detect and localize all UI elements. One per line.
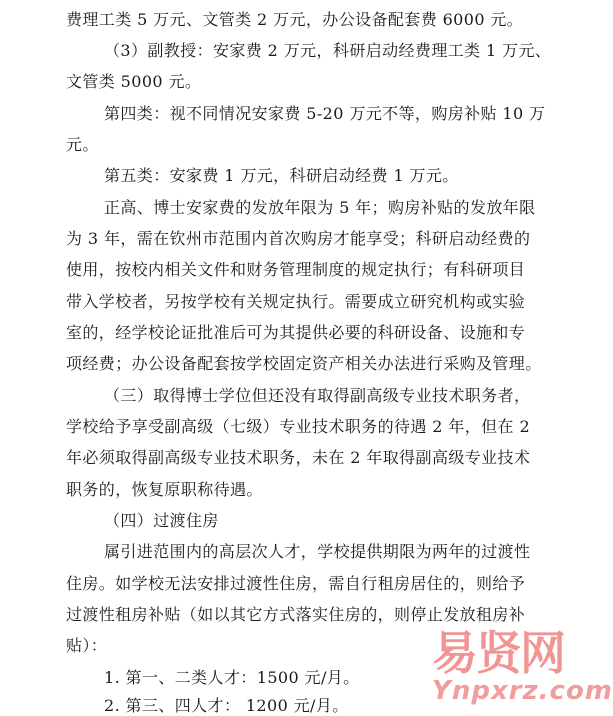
text-line-2: （3）副教授：安家费 2 万元，科研启动经费理工类 1 万元、 xyxy=(104,41,552,60)
watermark-url: Ynpxrz.com xyxy=(432,676,613,706)
text-line-20: 过渡性租房补贴（如以其它方式落实住房的，则停止发放租房补 xyxy=(66,605,526,624)
watermark-logo: 易贤网 xyxy=(432,626,564,680)
text-line-8: 为 3 年，需在钦州市范围内首次购房才能享受；科研启动经费的 xyxy=(66,229,531,248)
text-line-16: 职务的，恢复原职称待遇。 xyxy=(66,480,263,499)
text-line-19: 住房。如学校无法安排过渡性住房，需自行租房居住的，则给予 xyxy=(66,574,526,593)
text-line-14: 学校给予享受副高级（七级）专业技术职务的待遇 2 年，但在 2 xyxy=(66,417,531,436)
list-item-1: 1. 第一、二类人才：1500 元/月。 xyxy=(104,668,360,687)
text-line-15: 年必须取得副高级专业技术职务，未在 2 年取得副高级专业技术 xyxy=(66,448,531,467)
text-line-7: 正高、博士安家费的发放年限为 5 年；购房补贴的发放年限 xyxy=(104,198,536,217)
text-line-13: （三）取得博士学位但还没有取得副高级专业技术职务者， xyxy=(104,386,531,405)
section-heading: （四）过渡住房 xyxy=(104,511,219,530)
text-line-5: 元。 xyxy=(66,135,99,154)
text-line-21: 贴）： xyxy=(66,636,108,655)
text-line-10: 带入学校者，另按学校有关规定执行。需要成立研究机构或实验 xyxy=(66,292,526,311)
text-line-6: 第五类：安家费 1 万元，科研启动经费 1 万元。 xyxy=(104,166,459,185)
list-item-2: 2. 第三、四人才： 1200 元/月。 xyxy=(104,696,349,715)
text-line-1: 费理工类 5 万元、文管类 2 万元，办公设备配套费 6000 元。 xyxy=(66,10,524,29)
text-line-12: 项经费；办公设备配套按学校固定资产相关办法进行采购及管理。 xyxy=(66,354,542,373)
text-line-3: 文管类 5000 元。 xyxy=(66,72,202,91)
text-line-9: 使用，按校内相关文件和财务管理制度的规定执行；有科研项目 xyxy=(66,260,526,279)
text-line-4: 第四类：视不同情况安家费 5-20 万元不等，购房补贴 10 万 xyxy=(104,104,546,123)
text-line-18: 属引进范围内的高层次人才，学校提供期限为两年的过渡性 xyxy=(104,542,531,561)
text-line-11: 室的，经学校论证批准后可为其提供必要的科研设备、设施和专 xyxy=(66,323,526,342)
